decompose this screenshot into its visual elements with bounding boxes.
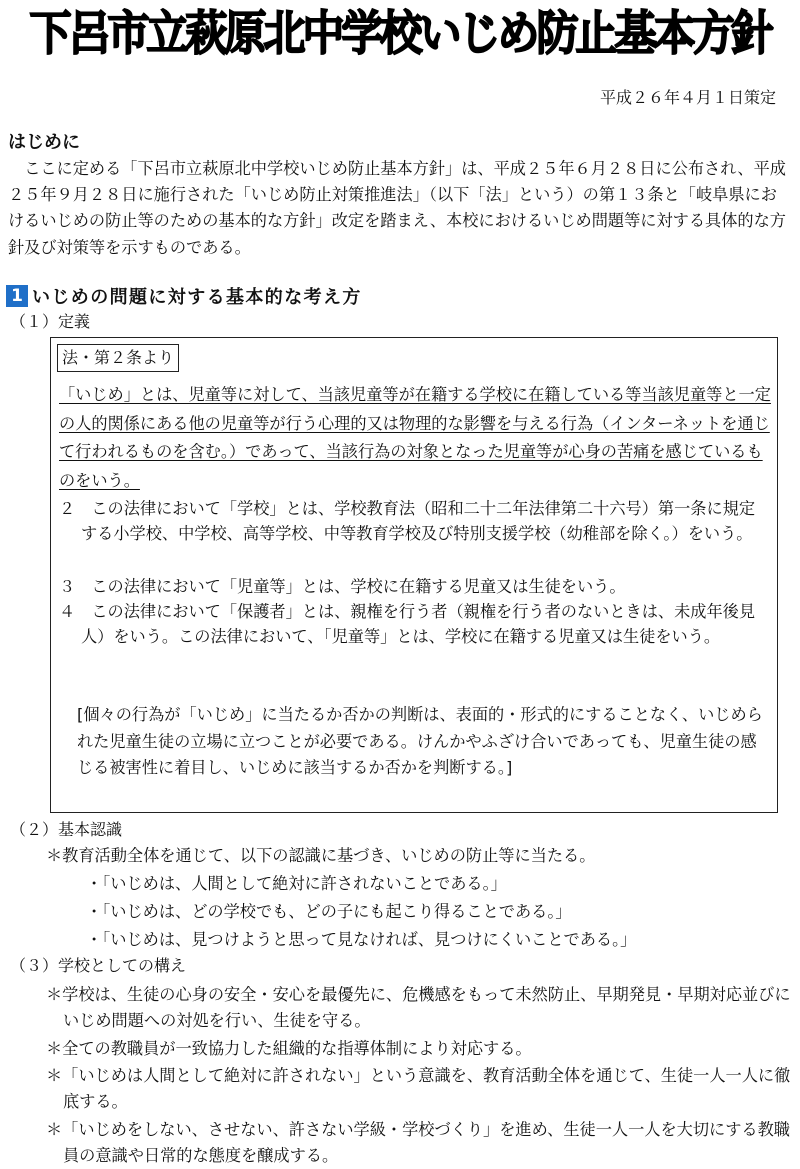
stance-item: ＊「いじめをしない、させない、許さない学級・学校づくり」を進め、生徒一人一人を大切にする教職員の意識や日常的な態度を醸成する。 [46,1120,790,1165]
recognition-bullet: ・「いじめは、どの学校でも、どの子にも起こり得ることである。」 [86,902,572,921]
section-1-title: いじめの問題に対する基本的な考え方 [32,287,362,308]
policy-date: 平成２６年４月１日策定 [599,88,776,107]
section-number-badge: 1 [6,285,28,307]
stance-item: ＊学校は、生徒の心身の安全・安心を最優先に、危機感をもって未然防止、早期発見・早期対応並びにいじめ問題への対処を行い、生徒を守る。 [46,985,791,1030]
section-1-heading [6,283,362,309]
intro-heading: はじめに [8,132,80,153]
subsection-stance-label: （３）学校としての構え [10,956,187,975]
subsection-definition-label: （１）定義 [10,312,91,331]
judgement-note: [個々の行為が「いじめ」に当たるか否かの判断は、表面的・形式的にすることなく、いじめられた児童生徒の立場に立つことが必要である。けんかやふざけ合いであっても、児童生徒の感じる被害性に着目し、いじめに該当するか否かを判断する。] [77,705,763,777]
definition-underlined: 「いじめ」とは、児童等に対して、当該児童等が在籍する学校に在籍している等当該児童等と一定の人的関係にある他の児童等が行う心理的又は物理的な影響を与える行為（インターネットを通じて行われるものを含む。）であって、当該行為の対象となった児童等が心身の苦痛を感じているものをいう。 [59,385,771,490]
subsection-recognition-label: （２）基本認識 [10,820,123,839]
clause-3: ３ この法律において「児童等」とは、学校に在籍する児童又は生徒をいう。 [59,577,626,596]
definition-box [50,337,778,813]
stance-item: ＊「いじめは人間として絶対に許されない」という意識を、教育活動全体を通じて、生徒一人一人に徹底する。 [46,1066,791,1111]
recognition-lead: ＊教育活動全体を通じて、以下の認識に基づき、いじめの防止等に当たる。 [46,846,596,865]
recognition-bullet: ・「いじめは、見つけようと思って見なければ、見つけにくいことである。」 [86,930,637,949]
clause-2: ２ この法律において「学校」とは、学校教育法（昭和二十二年法律第二十六号）第一条に規定する小学校、中学校、高等学校、中等教育学校及び特別支援学校（幼稚部を除く。）をいう。 [59,499,756,543]
recognition-bullet: ・「いじめは、人間として絶対に許されないことである。」 [86,874,507,893]
clause-4: ４ この法律において「保護者」とは、親権を行う者（親権を行う者のないときは、未成年後見人）をいう。この法律において、「児童等」とは、学校に在籍する児童又は生徒をいう。 [59,602,756,646]
definition-text [59,381,771,495]
page-title: 下呂市立萩原北中学校いじめ防止基本方針 [29,5,771,61]
law-reference-tag: 法・第２条より [57,344,179,372]
stance-item: ＊全ての教職員が一致協力した組織的な指導体制により対応する。 [46,1039,532,1058]
intro-body: ここに定める「下呂市立萩原北中学校いじめ防止基本方針」は、平成２５年６月２８日に公布され、平成２５年９月２８日に施行された「いじめ防止対策推進法」（以下「法」という）の第１３条と「岐阜県におけるいじめの防止等のための基本的な方針」改定を踏まえ、本校におけるいじめ問題等に対する具体的な方針及び対策等を示すものである。 [8,159,786,257]
